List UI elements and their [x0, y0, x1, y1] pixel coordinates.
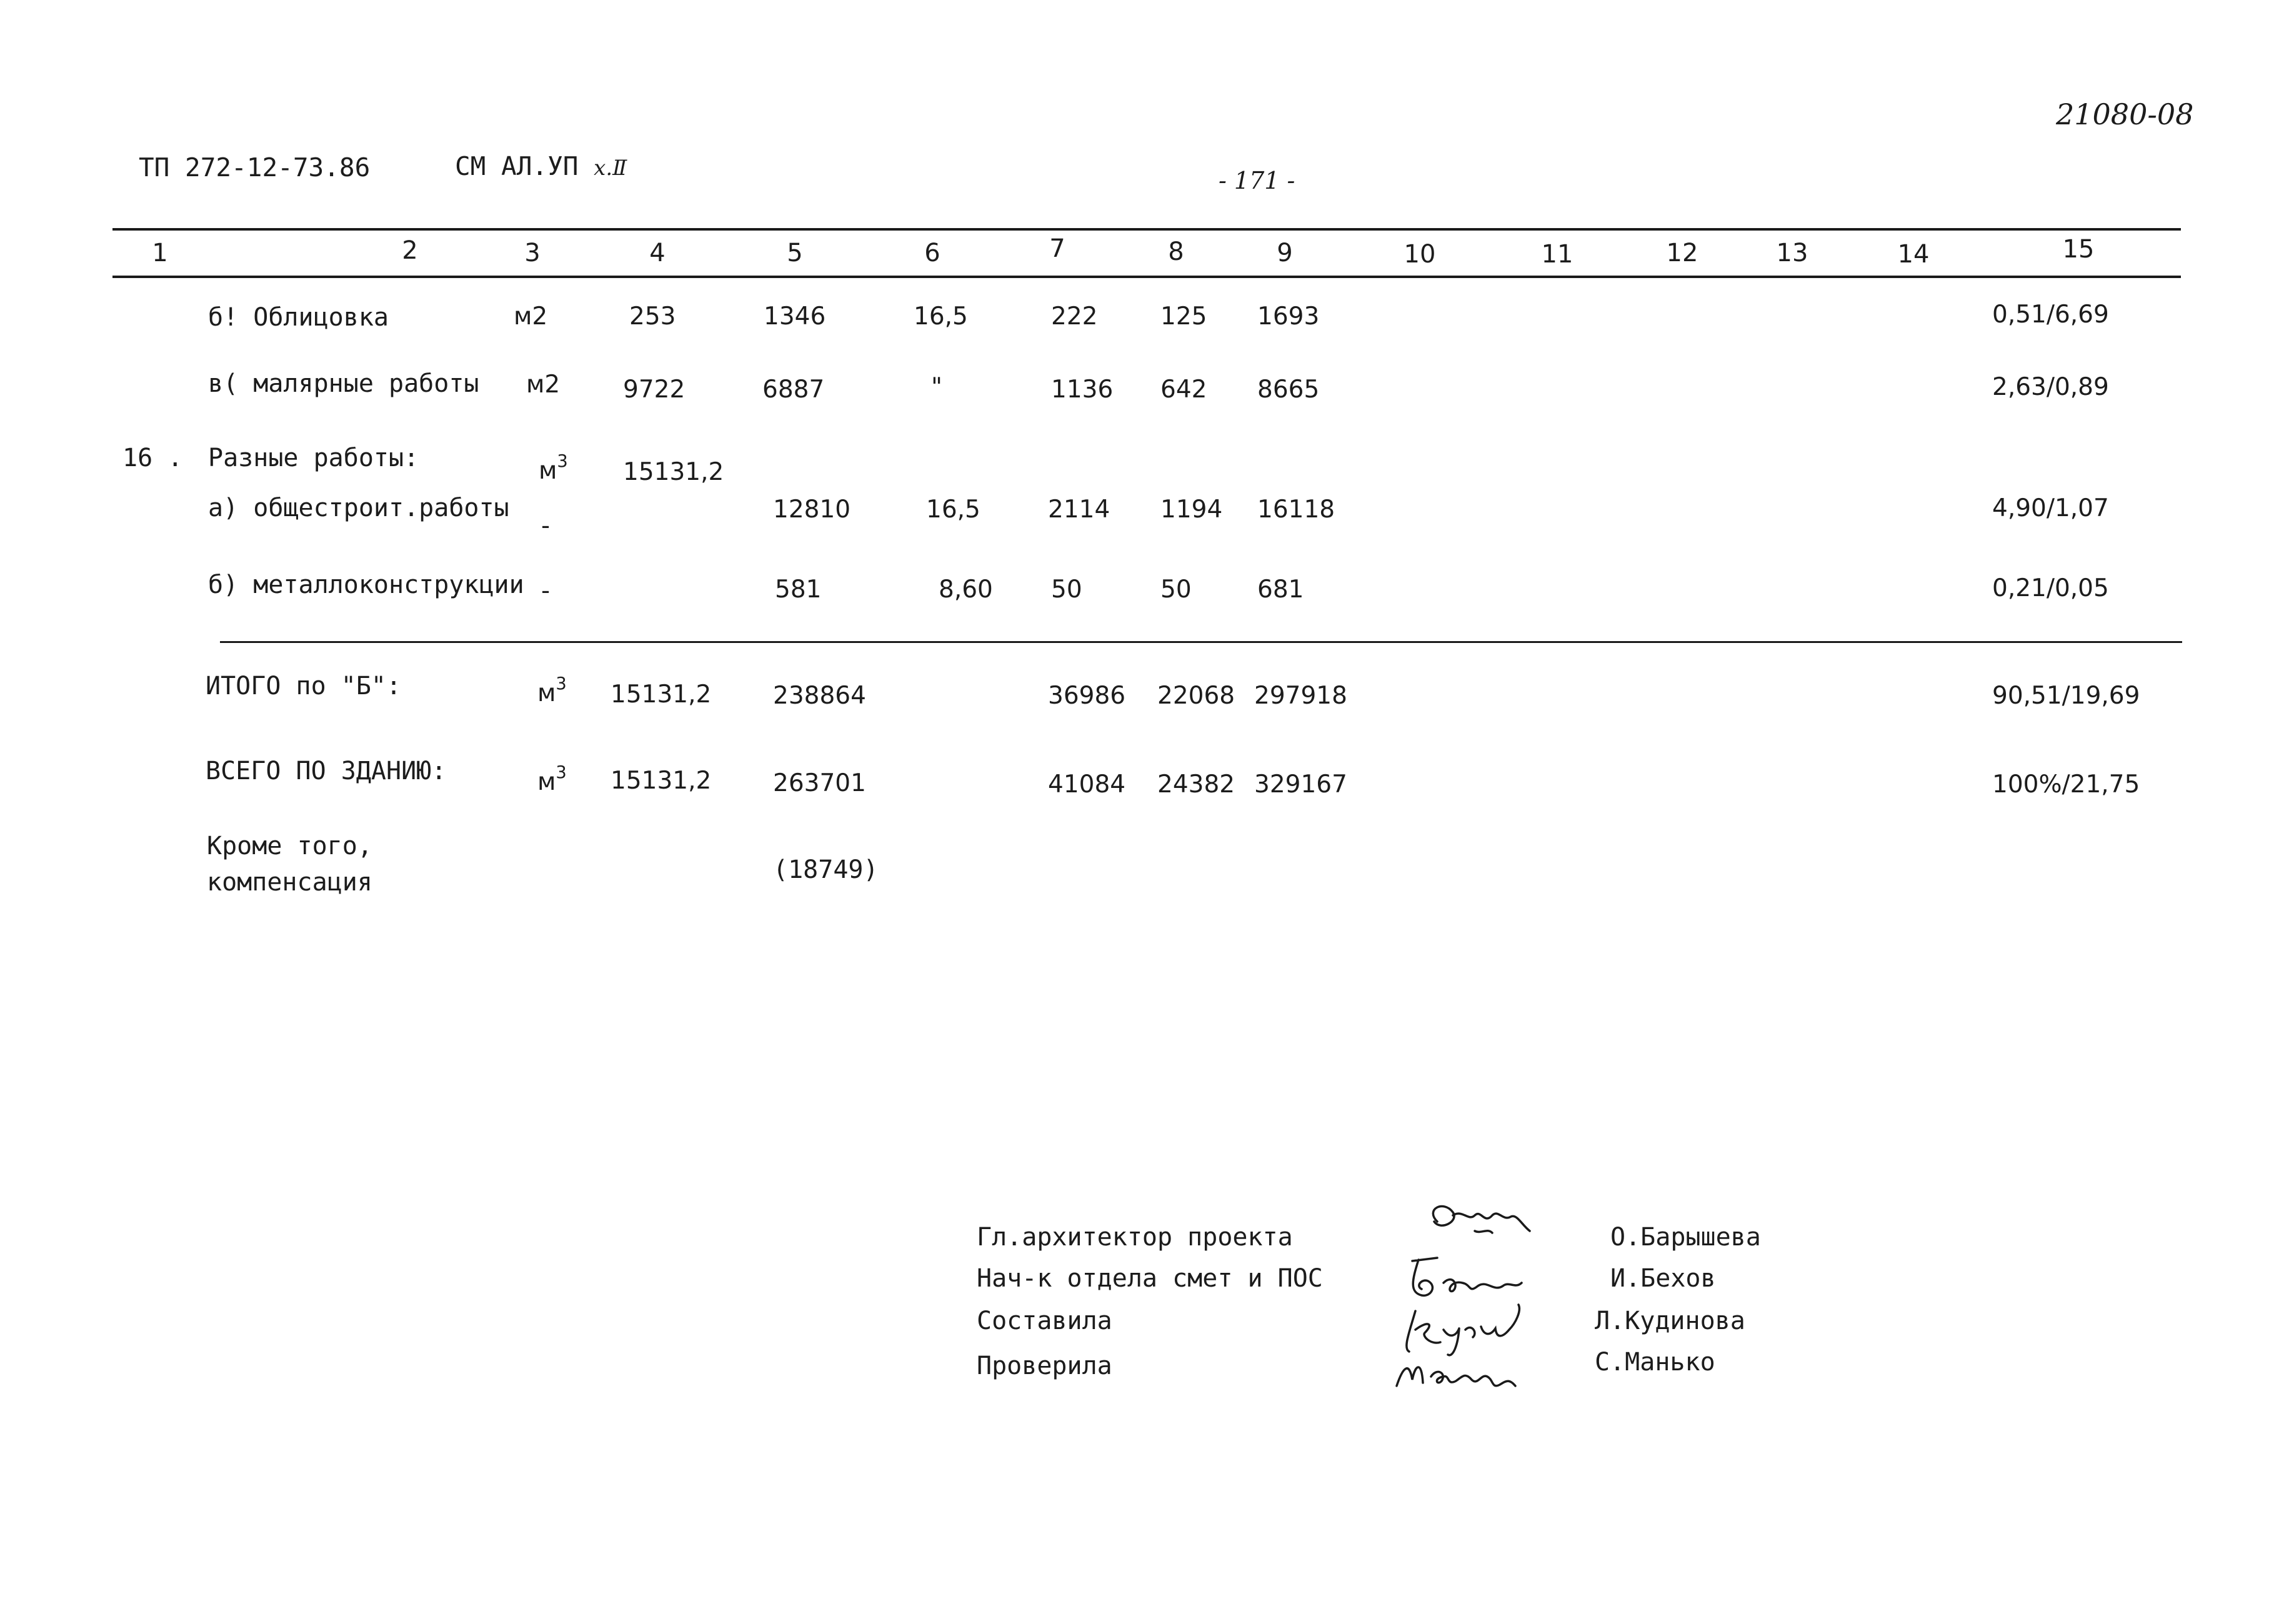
section-code-text: СМ АЛ.УП	[455, 151, 579, 181]
signature-role: Нач-к отдела смет и ПОС	[977, 1264, 1323, 1293]
signature-name: С.Манько	[1595, 1348, 1715, 1377]
total-name: ВСЕГО ПО ЗДАНИЮ:	[206, 757, 447, 785]
row-unit: -	[541, 577, 551, 605]
col-header-14: 14	[1897, 240, 1930, 269]
total-col15: 100%/21,75	[1992, 770, 2140, 799]
page-number: - 171 -	[1219, 167, 1295, 194]
row-col8: 1194	[1160, 496, 1223, 524]
unit-text: м	[537, 768, 556, 796]
signature-role: Проверила	[977, 1352, 1112, 1380]
row-col7: 2114	[1048, 496, 1110, 524]
table-top-rule	[112, 228, 2181, 231]
row-col15: 0,51/6,69	[1992, 301, 2109, 329]
total-col15: 90,51/19,69	[1992, 682, 2140, 710]
total-unit	[537, 674, 567, 707]
unit-text: м	[539, 457, 557, 485]
row-col9: 681	[1257, 575, 1304, 604]
section-mark: x.Ⅱ	[594, 156, 627, 181]
row-unit: м2	[514, 302, 548, 331]
col-header-12: 12	[1666, 239, 1698, 267]
row-name: в( малярные работы	[208, 369, 479, 398]
row-col7: 222	[1051, 302, 1098, 331]
total-col7: 36986	[1048, 682, 1126, 710]
col-header-6: 6	[924, 239, 940, 267]
col-header-11: 11	[1541, 240, 1573, 269]
total-col8: 24382	[1157, 770, 1235, 799]
section-code	[455, 151, 627, 181]
note-line2: компенсация	[207, 868, 372, 897]
col-header-10: 10	[1404, 240, 1436, 269]
note-col5: (18749)	[773, 855, 879, 884]
signature-name: Л.Кудинова	[1595, 1307, 1745, 1335]
row-col6: 16,5	[926, 496, 980, 524]
row-unit: -	[541, 512, 551, 540]
row-col9: 1693	[1257, 302, 1320, 331]
row-col15: 0,21/0,05	[1992, 574, 2109, 602]
col-header-13: 13	[1776, 239, 1808, 267]
row-col9: 8665	[1257, 376, 1320, 404]
signature-role: Гл.архитектор проекта	[977, 1223, 1293, 1252]
row-col6: 16,5	[914, 302, 968, 331]
row-col7: 50	[1051, 575, 1082, 604]
total-unit	[537, 762, 567, 796]
unit-superscript: 3	[556, 762, 567, 782]
row-col4: 15131,2	[623, 458, 724, 486]
row-name: Разные работы:	[208, 444, 419, 472]
row-col8: 642	[1160, 376, 1207, 404]
row-col15: 4,90/1,07	[1992, 494, 2109, 522]
row-col4: 9722	[623, 376, 686, 404]
row-col6: "	[931, 373, 942, 401]
handwritten-signature-4	[1384, 1342, 1528, 1398]
total-col7: 41084	[1048, 770, 1126, 799]
col-header-3: 3	[524, 239, 541, 267]
row-col6: 8,60	[939, 575, 993, 604]
note-line1: Кроме того,	[207, 832, 372, 860]
col-header-15: 15	[2062, 235, 2095, 264]
total-col9: 297918	[1254, 682, 1347, 710]
total-col8: 22068	[1157, 682, 1235, 710]
total-col4: 15131,2	[611, 680, 712, 709]
doc-code: ТП 272-12-73.86	[139, 152, 371, 182]
total-col5: 263701	[773, 769, 866, 797]
row-col5: 1346	[764, 302, 826, 331]
row-col8: 125	[1160, 302, 1207, 331]
row-col5: 12810	[773, 496, 851, 524]
row-col4: 253	[629, 302, 676, 331]
unit-superscript: 3	[556, 674, 567, 694]
row-name: б! Облицовка	[208, 303, 389, 332]
total-name: ИТОГО по "Б":	[206, 672, 402, 700]
total-col4: 15131,2	[611, 767, 712, 795]
row-name: а) общестроит.работы	[208, 494, 509, 522]
unit-superscript: 3	[557, 451, 568, 471]
row-number: 16 .	[122, 444, 183, 472]
row-name: б) металлоконструкции	[208, 570, 524, 599]
row-col5: 581	[775, 575, 822, 604]
row-col9: 16118	[1257, 496, 1335, 524]
col-header-5: 5	[787, 239, 803, 267]
col-header-7: 7	[1049, 234, 1065, 263]
row-col15: 2,63/0,89	[1992, 373, 2109, 401]
signature-role: Составила	[977, 1307, 1112, 1335]
unit-text: м	[537, 679, 556, 707]
archive-number: 21080-08	[2056, 97, 2194, 131]
total-col9: 329167	[1254, 770, 1347, 799]
col-header-4: 4	[649, 239, 666, 267]
row-col5: 6887	[762, 376, 825, 404]
row-col8: 50	[1160, 575, 1192, 604]
row-col7: 1136	[1051, 376, 1114, 404]
col-header-9: 9	[1277, 239, 1293, 267]
row-unit: м2	[526, 371, 561, 399]
signature-name: О.Барышева	[1610, 1223, 1761, 1252]
col-header-1: 1	[152, 239, 168, 267]
handwritten-signature-2	[1394, 1248, 1537, 1305]
col-header-2: 2	[402, 236, 418, 265]
signature-name: И.Бехов	[1610, 1264, 1716, 1293]
total-col5: 238864	[773, 682, 866, 710]
col-header-8: 8	[1168, 237, 1184, 266]
handwritten-signature-1	[1419, 1197, 1543, 1253]
row-unit	[539, 451, 568, 485]
table-header-bottom-rule	[112, 276, 2181, 278]
totals-rule	[220, 641, 2182, 643]
